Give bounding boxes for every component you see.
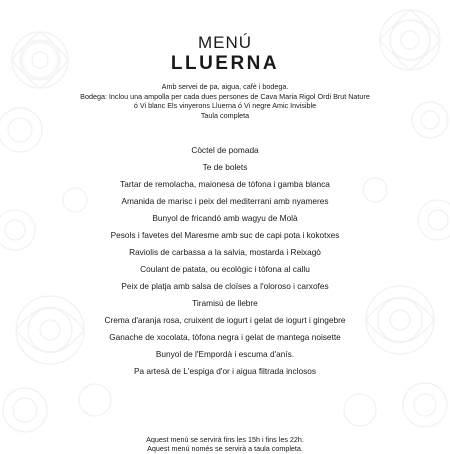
dish-item: Pesols i favetes del Maresme amb suc de capi pota i kokotxes xyxy=(110,230,340,240)
intro-line: Bodega: Inclou una ampolla per cada dues persones de Cava Maria Rigol Ordi Brut Nature xyxy=(80,91,370,101)
dish-item: Coulant de patata, ou ecològic i tòfona al callu xyxy=(140,264,310,274)
footer-line: Aquest menú només se servirà a taula completa. xyxy=(147,444,303,454)
dish-item: Tartar de remolacha, maionesa de tòfona i gamba blanca xyxy=(120,179,330,189)
dish-item: Peix de platja amb salsa de cloïses a l'oloroso i carxofes xyxy=(121,281,329,291)
menu-title: MENÚ xyxy=(197,33,253,52)
intro-line: Amb servei de pa, aigua, cafè i bodega. xyxy=(161,82,289,91)
intro-line: ó Vi blanc Els vinyerons Lluerna ó Vi negre Amic Invisible xyxy=(133,101,317,111)
dish-item: Amanida de marisc i peix del mediterrani amb nyameres xyxy=(121,196,329,206)
intro-line: Taula completa xyxy=(200,110,250,120)
dish-item: Ganache de xocolata, tòfona negra i gelat de mantega noisette xyxy=(109,332,341,342)
dish-item: Te de bolets xyxy=(202,162,248,172)
menu-name: LLUERNA xyxy=(170,53,280,74)
dish-item: Tiramisú de llebre xyxy=(192,298,258,308)
dish-item: Pa artesà de L'espiga d'or i aigua filtrada inclosos xyxy=(133,366,317,376)
dish-list xyxy=(0,142,450,380)
menu-intro xyxy=(0,82,450,120)
dish-item: Còctel de pomada xyxy=(191,145,259,155)
dish-item: Bunyol de fricandó amb wagyu de Molà xyxy=(152,213,298,223)
footer-line: Aquest menú se servirà fins les 15h i fins les 22h. xyxy=(146,435,304,444)
dish-item: Raviolis de carbassa a la salvia, mostarda i Reixagò xyxy=(129,247,321,257)
dish-item: Crema d'aranja rosa, cruixent de iogurt i gelat de iogurt i gingebre xyxy=(104,315,346,325)
dish-item: Bunyol de l'Empordà i escuma d'anís. xyxy=(155,349,295,359)
menu-footer xyxy=(0,435,450,454)
